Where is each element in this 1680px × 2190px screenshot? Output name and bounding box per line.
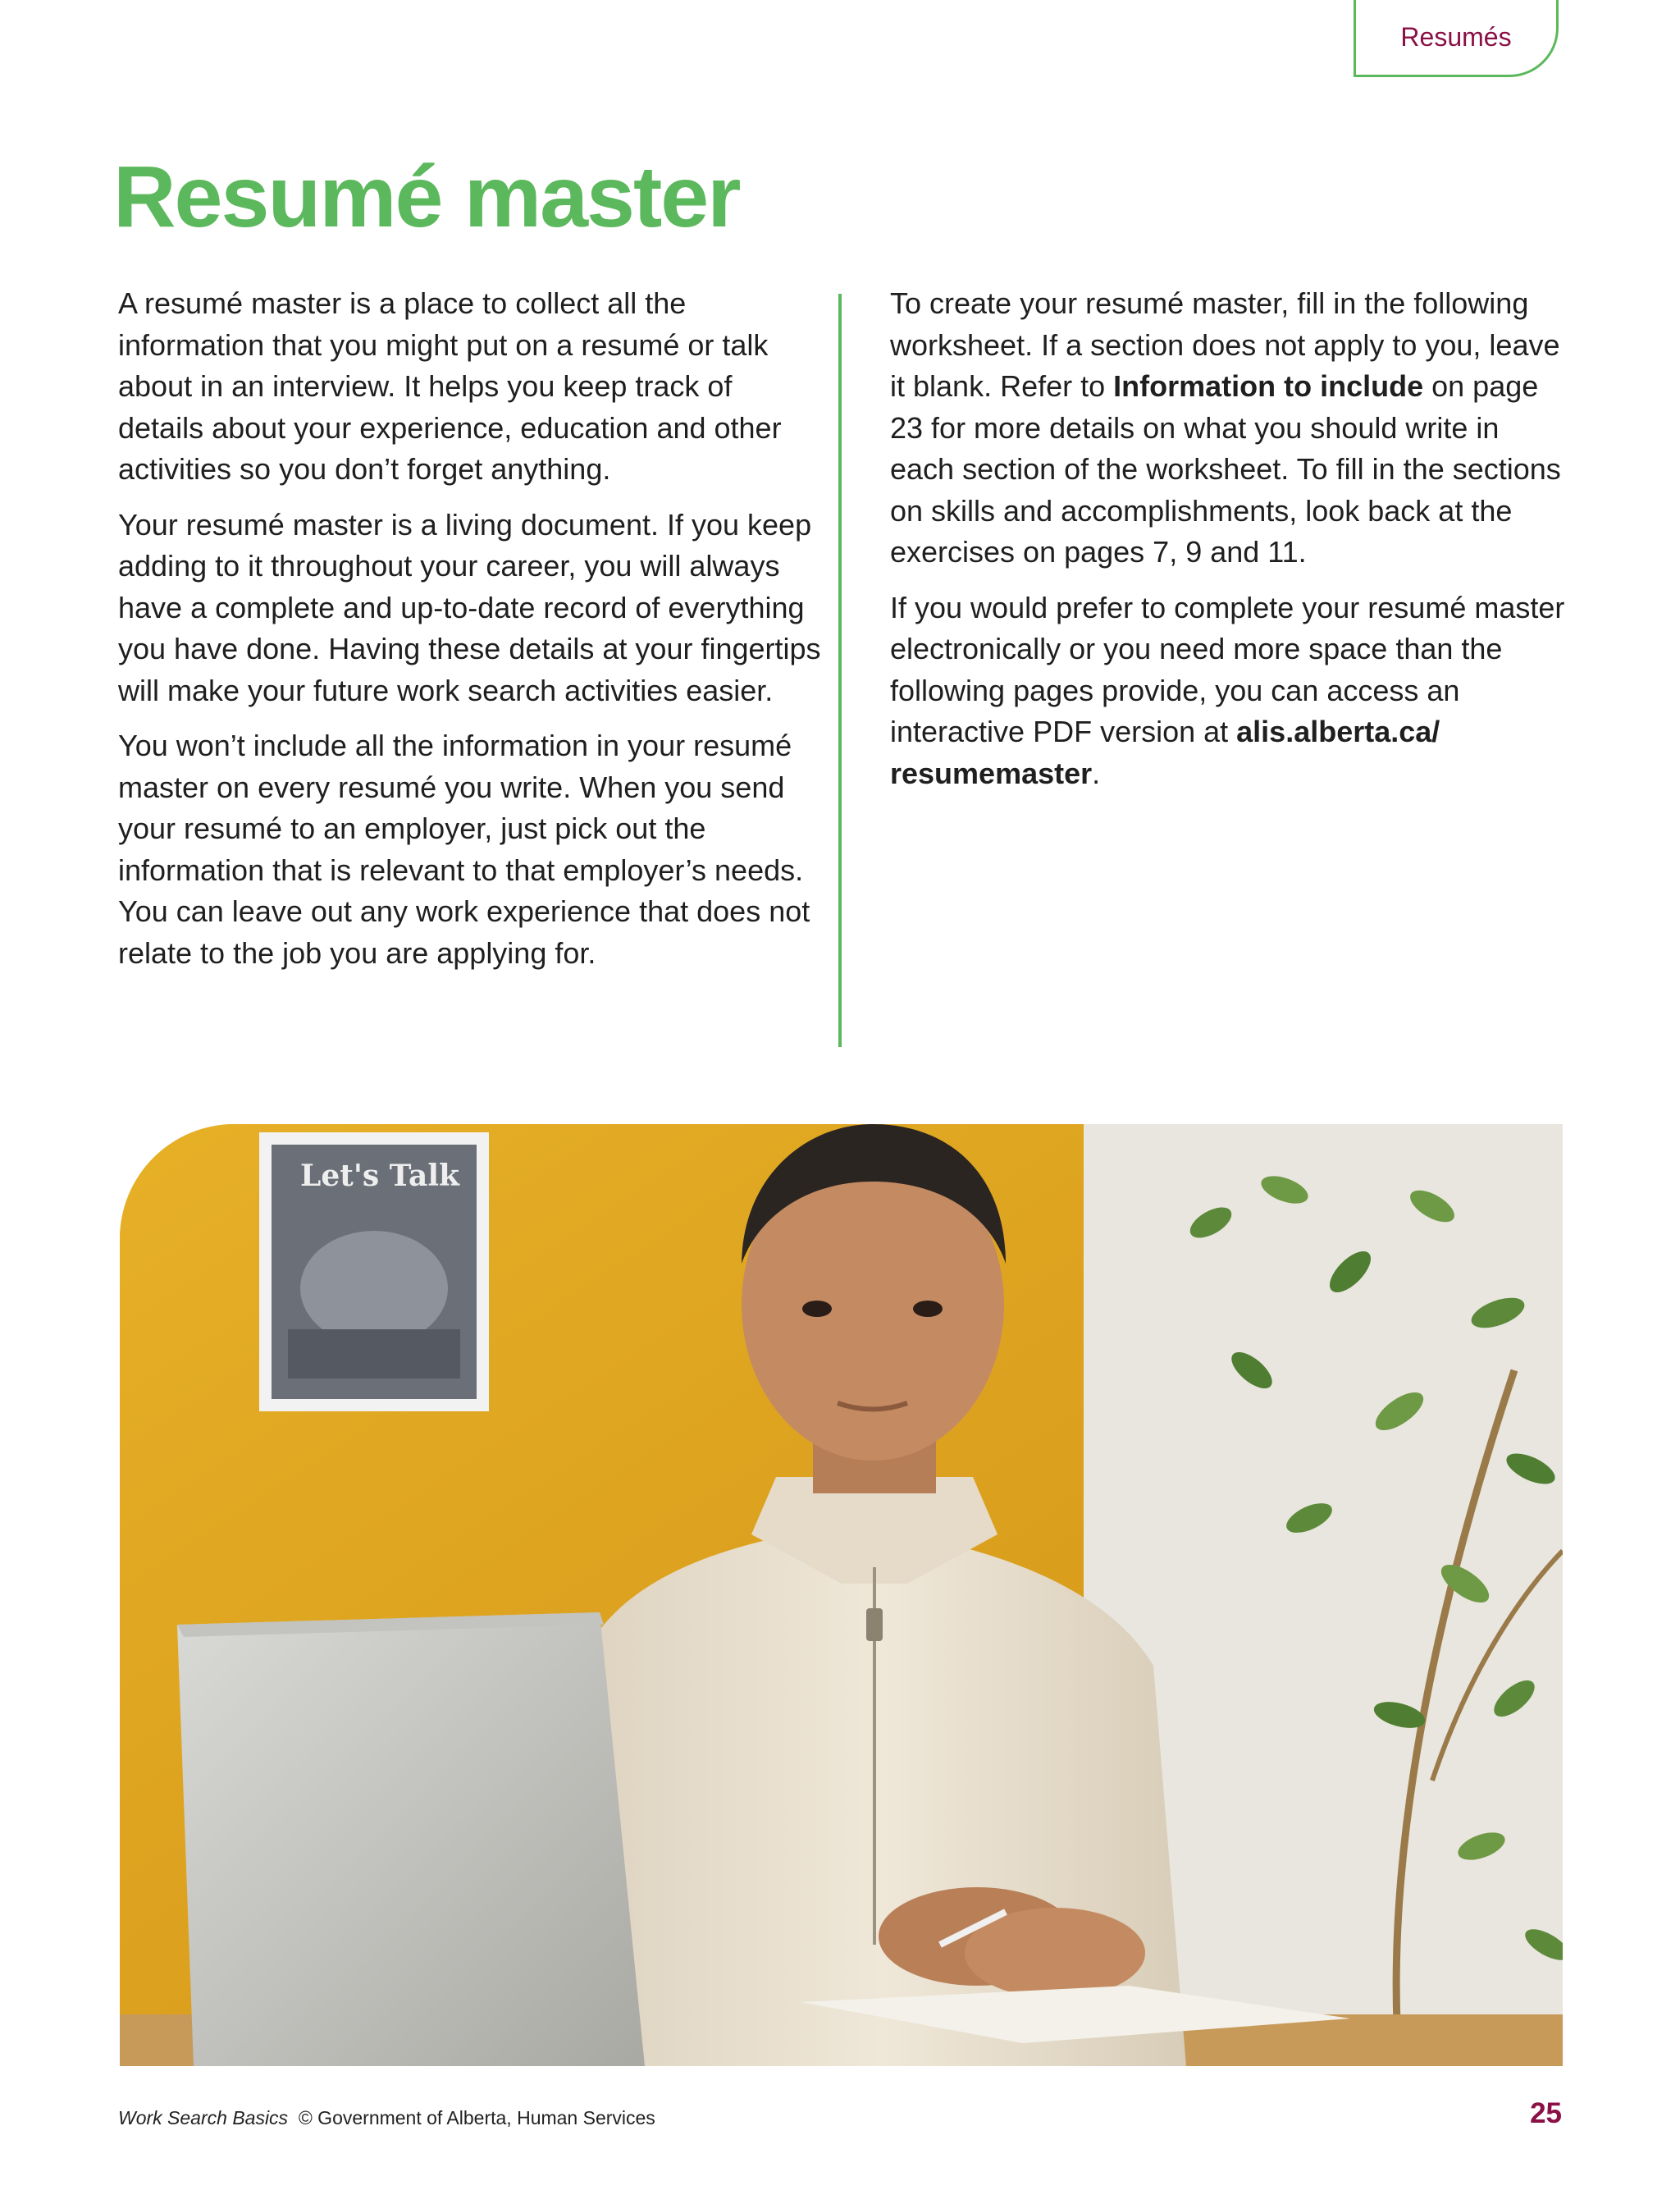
copyright: © Government of Alberta, Human Services <box>298 2107 655 2128</box>
right-p1-text-b: on page 23 for more details on what you should write in each section of the worksheet. To fill in the sections on skills and accomplishments, look back at the exercises on pages 7, 9 and 11. <box>890 369 1561 569</box>
laptop <box>177 1612 645 2066</box>
alis-resumemaster-link[interactable]: alis.alberta.ca/ resumemaster <box>890 715 1440 790</box>
left-column <box>118 283 824 988</box>
right-p1-text-a: To create your resumé master, fill in the following worksheet. If a section does not apply to you, leave it blank. Refer to <box>890 286 1560 403</box>
man-at-laptop-photo <box>120 1124 1563 2066</box>
right-column <box>890 283 1571 808</box>
right-paragraph-2 <box>890 588 1571 795</box>
poster-text: Let's Talk <box>300 1159 459 1193</box>
publication-name: Work Search Basics <box>118 2107 289 2128</box>
column-divider <box>838 294 842 1047</box>
left-paragraph-2: Your resumé master is a living document. If you keep adding to it throughout your career, you will always have a complete and up-to-date record of everything you have done. Having these details at your fingertips will make your future work search activities easier. <box>118 507 821 707</box>
right-p2-text-a: If you would prefer to complete your resumé master electronically or you need more space than the following pages provide, you can access an interactive PDF version at <box>890 590 1565 748</box>
page-title: Resumé master <box>113 149 740 245</box>
photo-illustration <box>120 1124 1563 2066</box>
right-paragraph-1 <box>890 283 1571 574</box>
poster <box>259 1132 489 1411</box>
section-tab <box>1354 0 1559 77</box>
left-paragraph-3: You won’t include all the information in your resumé master on every resumé you write. When you send your resumé to an employer, just pick out the information that is relevant to that employer’s needs. You can leave out any work experience that does not relate to the job you are applying for. <box>118 729 810 970</box>
information-to-include-ref: Information to include <box>1113 369 1424 403</box>
section-tab-label: Resumés <box>1400 22 1512 52</box>
left-paragraph-1: A resumé master is a place to collect all the information that you might put on a resumé or talk about in an interview. It helps you keep track of details about your experience, education and other activities so you don’t forget anything. <box>118 286 782 486</box>
page-number: 25 <box>1530 2097 1562 2129</box>
footer-credits <box>118 2107 655 2129</box>
right-p2-text-b: . <box>1092 756 1101 790</box>
